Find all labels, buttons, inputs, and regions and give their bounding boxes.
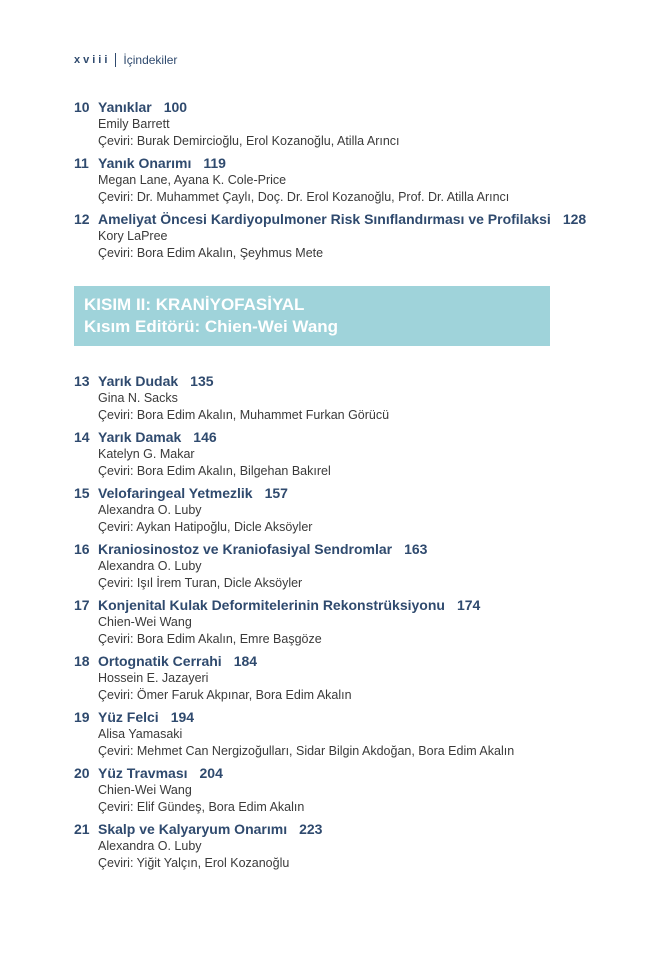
- chapter-heading: [98, 596, 574, 614]
- chapter-heading: [98, 210, 587, 228]
- chapter-title: Konjenital Kulak Deformitelerinin Rekonstrüksiyonu: [98, 597, 445, 613]
- chapter-translation: Çeviri: Işıl İrem Turan, Dicle Aksöyler: [98, 576, 303, 590]
- toc-entry[interactable]: [74, 210, 587, 262]
- toc-entry[interactable]: [74, 652, 574, 704]
- chapter-number: 12: [74, 211, 90, 227]
- chapter-page: 204: [199, 765, 223, 781]
- chapter-author: Alexandra O. Luby: [98, 839, 202, 853]
- chapter-author: Katelyn G. Makar: [98, 447, 195, 461]
- chapter-translation: Çeviri: Mehmet Can Nergizoğulları, Sidar Bilgin Akdoğan, Bora Edim Akalın: [98, 744, 515, 758]
- toc-entry[interactable]: [74, 154, 574, 206]
- chapter-page: 146: [193, 429, 217, 445]
- chapter-translation: Çeviri: Elif Gündeş, Bora Edim Akalın: [98, 800, 305, 814]
- chapter-page: 174: [456, 597, 481, 613]
- chapter-page: 194: [170, 709, 195, 725]
- chapter-heading: [98, 98, 574, 116]
- toc-entry[interactable]: [74, 764, 574, 816]
- chapter-title: Velofaringeal Yetmezlik: [98, 485, 253, 501]
- chapter-title: Yarık Damak: [98, 429, 182, 445]
- chapter-page: 157: [264, 485, 288, 501]
- toc-entry[interactable]: [74, 428, 574, 480]
- toc-entry[interactable]: [74, 98, 574, 150]
- chapter-heading: [98, 372, 574, 390]
- chapter-translation: Çeviri: Bora Edim Akalın, Emre Başgöze: [98, 632, 322, 646]
- running-head-title: İçindekiler: [123, 53, 178, 67]
- chapter-translation: Çeviri: Dr. Muhammet Çaylı, Doç. Dr. Erol Kozanoğlu, Prof. Dr. Atilla Arıncı: [98, 190, 510, 204]
- part-editor: Kısım Editörü: Chien-Wei Wang: [84, 317, 339, 336]
- chapter-translation: Çeviri: Yiğit Yalçın, Erol Kozanoğlu: [98, 856, 290, 870]
- chapter-page: 128: [562, 211, 587, 227]
- chapter-author: Megan Lane, Ayana K. Cole-Price: [98, 173, 287, 187]
- chapter-number: 10: [74, 99, 90, 115]
- chapter-translation: Çeviri: Ömer Faruk Akpınar, Bora Edim Akalın: [98, 688, 352, 702]
- chapter-author: Chien-Wei Wang: [98, 783, 192, 797]
- chapter-translation: Çeviri: Bora Edim Akalın, Muhammet Furkan Görücü: [98, 408, 390, 422]
- chapter-title: Kraniosinostoz ve Kraniofasiyal Sendromlar: [98, 541, 393, 557]
- chapter-author: Gina N. Sacks: [98, 391, 178, 405]
- chapter-translation: Çeviri: Aykan Hatipoğlu, Dicle Aksöyler: [98, 520, 313, 534]
- chapter-page: 223: [299, 821, 323, 837]
- chapter-heading: [98, 708, 574, 726]
- chapter-number: 18: [74, 653, 90, 669]
- part-title: KISIM II: KRANİYOFASİYAL: [84, 295, 305, 314]
- chapter-number: 19: [74, 709, 90, 725]
- toc-list-top: [74, 98, 587, 266]
- chapter-page: 135: [190, 373, 214, 389]
- chapter-title: Yüz Travması: [98, 765, 188, 781]
- toc-list-bottom: [74, 372, 574, 876]
- chapter-number: 11: [74, 155, 89, 171]
- toc-entry[interactable]: [74, 484, 574, 536]
- chapter-heading: [98, 428, 574, 446]
- chapter-page: 184: [233, 653, 258, 669]
- chapter-page: 100: [163, 99, 188, 115]
- running-head: [74, 53, 177, 67]
- chapter-page: 163: [404, 541, 428, 557]
- chapter-translation: Çeviri: Bora Edim Akalın, Bilgehan Bakırel: [98, 464, 331, 478]
- chapter-title: Skalp ve Kalyaryum Onarımı: [98, 821, 288, 837]
- part-banner: [74, 286, 550, 346]
- chapter-author: Hossein E. Jazayeri: [98, 671, 209, 685]
- chapter-number: 20: [74, 765, 90, 781]
- chapter-translation: Çeviri: Burak Demircioğlu, Erol Kozanoğlu, Atilla Arıncı: [98, 134, 400, 148]
- chapter-heading: [98, 764, 574, 782]
- chapter-number: 14: [74, 429, 90, 445]
- page-folio: xviii: [74, 54, 111, 66]
- chapter-number: 16: [74, 541, 90, 557]
- chapter-author: Alexandra O. Luby: [98, 559, 202, 573]
- chapter-author: Alisa Yamasaki: [98, 727, 183, 741]
- chapter-title: Yüz Felci: [98, 709, 159, 725]
- chapter-heading: [98, 154, 574, 172]
- chapter-title: Ameliyat Öncesi Kardiyopulmoner Risk Sınıflandırması ve Profilaksi: [98, 211, 551, 227]
- toc-entry[interactable]: [74, 596, 574, 648]
- chapter-number: 13: [74, 373, 90, 389]
- toc-entry[interactable]: [74, 540, 574, 592]
- chapter-number: 17: [74, 597, 90, 613]
- chapter-title: Yanıklar: [98, 99, 152, 115]
- chapter-title: Yarık Dudak: [98, 373, 179, 389]
- divider: [115, 53, 116, 67]
- chapter-author: Emily Barrett: [98, 117, 170, 131]
- chapter-heading: [98, 540, 574, 558]
- chapter-heading: [98, 484, 574, 502]
- chapter-translation: Çeviri: Bora Edim Akalın, Şeyhmus Mete: [98, 246, 324, 260]
- chapter-number: 15: [74, 485, 90, 501]
- chapter-author: Chien-Wei Wang: [98, 615, 192, 629]
- toc-entry[interactable]: [74, 708, 574, 760]
- chapter-author: Kory LaPree: [98, 229, 168, 243]
- chapter-title: Yanık Onarımı: [98, 155, 192, 171]
- chapter-heading: [98, 652, 574, 670]
- toc-entry[interactable]: [74, 372, 574, 424]
- chapter-author: Alexandra O. Luby: [98, 503, 202, 517]
- chapter-page: 119: [203, 155, 226, 171]
- chapter-heading: [98, 820, 574, 838]
- chapter-title: Ortognatik Cerrahi: [98, 653, 222, 669]
- toc-entry[interactable]: [74, 820, 574, 872]
- chapter-number: 21: [74, 821, 90, 837]
